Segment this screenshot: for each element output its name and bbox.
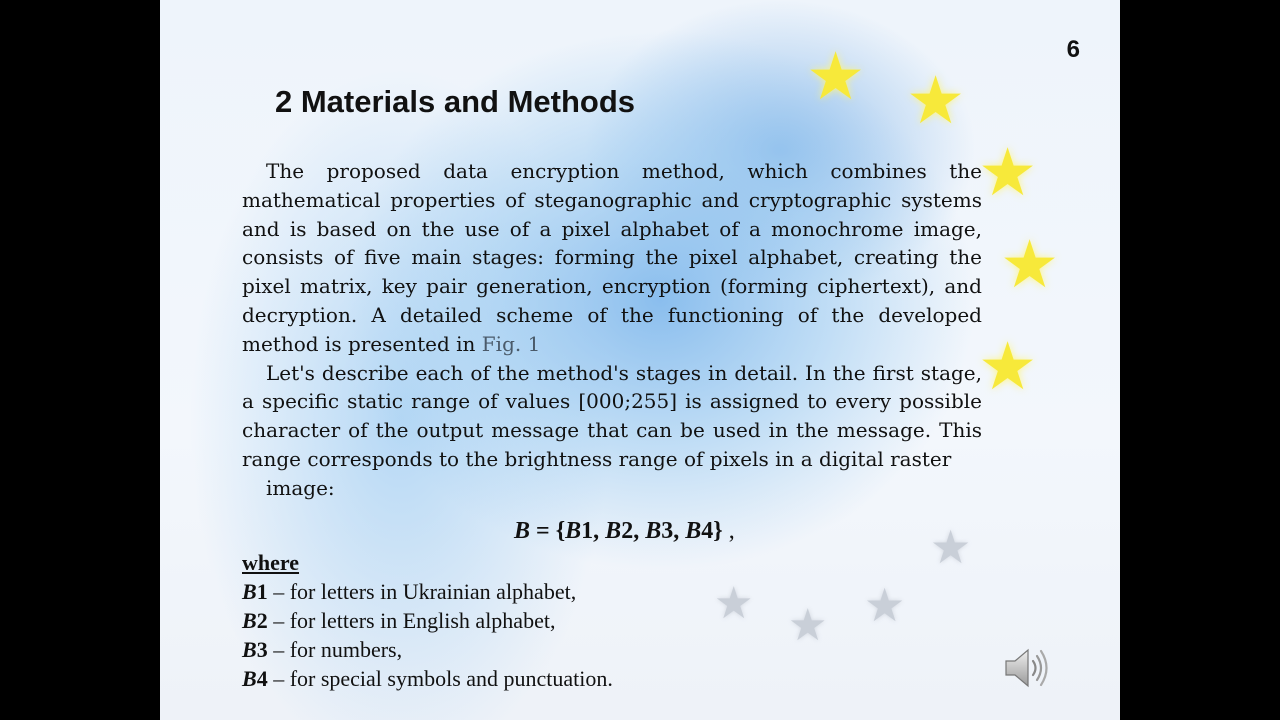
definition-index: 3 — [256, 637, 268, 662]
page-number: 6 — [1066, 36, 1080, 63]
star-icon: ★ — [806, 38, 866, 115]
paragraph-stages-end: image: — [266, 475, 335, 500]
definition-text: – for special symbols and punctuation. — [267, 666, 613, 691]
definition-symbol: B — [242, 579, 257, 604]
definition-text: – for letters in English alphabet, — [267, 608, 556, 633]
definition-b1 — [242, 577, 613, 606]
star-icon: ★ — [864, 578, 906, 632]
definition-index: 2 — [256, 608, 268, 633]
formula-b2-index: 2, — [621, 518, 646, 544]
star-icon: ★ — [714, 578, 754, 629]
definition-b4 — [242, 664, 613, 693]
formula-b1-index: 1, — [581, 518, 606, 544]
paragraph-stages: Let's describe each of the method's stages in detail. In the first stage, a specific static range of values [000;255] is assigned to every possible character of the output message that can be used in the message. This range corresponds to the brightness range of pixels in a digital raster — [242, 360, 982, 471]
star-icon: ★ — [788, 600, 828, 651]
speaker-icon[interactable] — [1002, 644, 1052, 692]
star-icon: ★ — [1000, 226, 1060, 303]
where-label: where — [242, 550, 300, 575]
paragraph-intro-text: The proposed data encryption method, which combines the mathematical properties of steganographic and cryptographic systems and is based on the use of a pixel alphabet of a monochrome image, consists of five main stages: forming the pixel alphabet, creating the pixel matrix, key pair generation, encryption (forming ciphertext), and decryption. A detailed scheme of the functioning of the developed method is presented in — [242, 159, 982, 356]
definition-symbol: B — [242, 608, 257, 633]
star-icon: ★ — [978, 328, 1038, 405]
body-text — [242, 157, 982, 503]
figure-reference: Fig. 1 — [481, 331, 541, 356]
slide-heading: 2 Materials and Methods — [275, 84, 636, 119]
formula-b2-symbol: B — [605, 518, 622, 544]
paragraph-intro — [242, 157, 982, 359]
star-icon: ★ — [978, 134, 1038, 211]
formula-b4-symbol: B — [685, 518, 702, 544]
definition-symbol: B — [242, 666, 257, 691]
formula-b3-index: 3, — [661, 518, 686, 544]
definition-index: 1 — [256, 579, 268, 604]
definition-symbol: B — [242, 637, 257, 662]
formula-equals: = { — [530, 518, 566, 544]
formula-lhs: B — [514, 518, 531, 544]
star-icon: ★ — [930, 520, 972, 574]
definition-b2 — [242, 606, 613, 635]
formula-b3-symbol: B — [645, 518, 662, 544]
definition-text: – for numbers, — [267, 637, 403, 662]
definition-text: – for letters in Ukrainian alphabet, — [267, 579, 577, 604]
formula-tail: , — [722, 518, 735, 544]
formula-b4-index: 4} — [701, 518, 723, 544]
formula-b1-symbol: B — [565, 518, 582, 544]
definitions — [242, 548, 613, 693]
alphabet-formula — [514, 518, 735, 545]
definition-index: 4 — [256, 666, 268, 691]
star-icon: ★ — [906, 62, 966, 139]
slide — [160, 0, 1120, 720]
definition-b3 — [242, 635, 613, 664]
